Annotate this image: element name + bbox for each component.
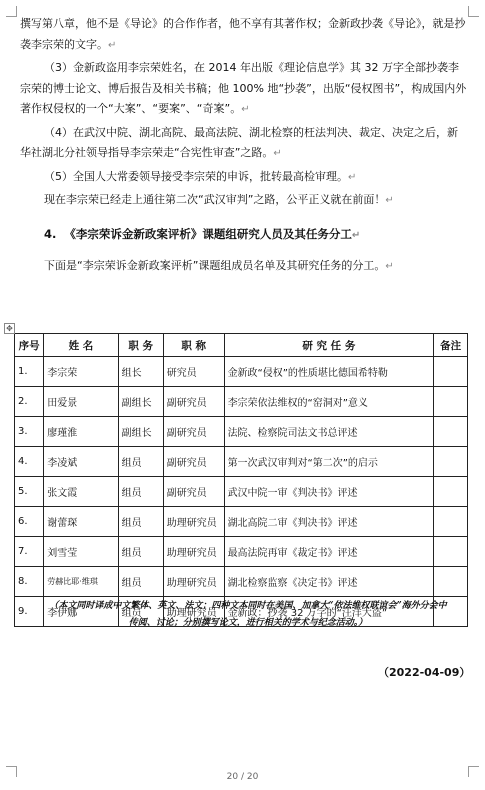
- cell-title: 助理研究员: [163, 567, 224, 597]
- table-header-row: [15, 334, 468, 357]
- document-date: （2022-04-09）: [378, 666, 471, 679]
- cell-note: [434, 507, 468, 537]
- cell-no: 1.: [15, 357, 44, 387]
- table-row: [15, 417, 468, 447]
- cell-role: 副组长: [118, 417, 163, 447]
- cell-no: 6.: [15, 507, 44, 537]
- header-task: 研 究 任 务: [224, 334, 434, 357]
- header-no: 序号: [15, 334, 44, 357]
- cell-title: 副研究员: [163, 477, 224, 507]
- cell-name: 刘雪莹: [44, 537, 118, 567]
- cell-task: 湖北检察监察《决定书》评述: [224, 567, 434, 597]
- cell-name: 李宗荣: [44, 357, 118, 387]
- cell-task: 李宗荣依法维权的“窑洞对”意义: [224, 387, 434, 417]
- header-note: 备注: [434, 334, 468, 357]
- cell-name: 李凌斌: [44, 447, 118, 477]
- cell-task: 金新政：抄袭 32 万字的“汪洋大盗”: [224, 597, 434, 627]
- cell-note: [434, 567, 468, 597]
- cell-name: 谢蕾琛: [44, 507, 118, 537]
- table-row: [15, 357, 468, 387]
- cell-role: 副组长: [118, 387, 163, 417]
- cell-role: 组长: [118, 357, 163, 387]
- cell-title: 副研究员: [163, 417, 224, 447]
- cell-title: 研究员: [163, 357, 224, 387]
- cell-note: [434, 357, 468, 387]
- cell-no: 3.: [15, 417, 44, 447]
- cell-task: 最高法院再审《裁定书》评述: [224, 537, 434, 567]
- cell-note: [434, 537, 468, 567]
- crop-mark-top-left: [6, 6, 17, 17]
- cell-no: 4.: [15, 447, 44, 477]
- cell-task: 法院、检察院司法文书总评述: [224, 417, 434, 447]
- cell-name: 劳赫比耶·维琪: [44, 567, 118, 597]
- paragraph-4: （5）全国人大常委领导接受李宗荣的申诉，批转最高检审理。↵: [44, 169, 357, 183]
- cell-title: 助理研究员: [163, 537, 224, 567]
- cell-task: 金新政“侵权”的性质堪比德国希特勒: [224, 357, 434, 387]
- table-row: [15, 447, 468, 477]
- cell-role: 组员: [118, 477, 163, 507]
- cell-note: [434, 387, 468, 417]
- header-title: 职 称: [163, 334, 224, 357]
- table-move-handle-icon[interactable]: ✥: [4, 323, 15, 334]
- table-intro: 下面是“李宗荣诉金新政案评析”课题组成员名单及其研究任务的分工。↵: [44, 258, 394, 272]
- cell-name: 张文霞: [44, 477, 118, 507]
- table-row: [15, 477, 468, 507]
- cell-role: 组员: [118, 507, 163, 537]
- cell-task: 武汉中院一审《判决书》评述: [224, 477, 434, 507]
- paragraph-3: （4）在武汉中院、湖北高院、最高法院、湖北检察的枉法判决、裁定、决定之后，新华社湖北分社领导指导李宗荣走“合宪性审查”之路。↵: [20, 125, 458, 159]
- page-number: 20 / 20: [226, 772, 259, 782]
- cell-name: 廖瑾淮: [44, 417, 118, 447]
- cell-note: [434, 417, 468, 447]
- cell-role: 组员: [118, 537, 163, 567]
- cell-title: 副研究员: [163, 387, 224, 417]
- header-role: 职 务: [118, 334, 163, 357]
- team-table-wrapper: [6, 324, 472, 627]
- cell-task: 第一次武汉审判对“第二次”的启示: [224, 447, 434, 477]
- cell-role: 组员: [118, 447, 163, 477]
- cell-note: [434, 447, 468, 477]
- table-row: [15, 567, 468, 597]
- cell-no: 9.: [15, 597, 44, 627]
- source-note: （本文同时译成中文繁体、英文、法文；四种文本同时在美国、加拿大“依法维权联谊会”海外分会中传阅、讨论；分别撰写论文，进行相关的学术与纪念活动。）: [49, 601, 447, 628]
- crop-mark-top-right: [468, 6, 479, 17]
- cell-no: 8.: [15, 567, 44, 597]
- cell-title: 助理研究员: [163, 507, 224, 537]
- cell-role: 组员: [118, 567, 163, 597]
- cell-note: [434, 477, 468, 507]
- cell-title: 助理研究员: [163, 597, 224, 627]
- table-row: [15, 507, 468, 537]
- paragraph-5: 现在李宗荣已经走上通往第二次“武汉审判”之路，公平正义就在前面！↵: [44, 193, 394, 206]
- section-number: 4.: [44, 226, 57, 241]
- cell-name: 田爱景: [44, 387, 118, 417]
- table-row: [15, 387, 468, 417]
- cell-no: 7.: [15, 537, 44, 567]
- cell-role: 组员: [118, 597, 163, 627]
- cell-no: 2.: [15, 387, 44, 417]
- section-heading: 4. 《李宗荣诉金新政案评析》课题组研究人员及其任务分工↵: [44, 226, 361, 241]
- paragraph-2: （3）金新政盗用李宗荣姓名，在 2014 年出版《理论信息学》其 32 万字全部抄袭李宗荣的博士论文、博后报告及相关书稿；他 100% 地“抄袭”，出版“侵权图书”，构成国内外著作权侵权的一个“大案”、“要案”、“奇案”。↵: [20, 61, 467, 115]
- section-title: 《李宗荣诉金新政案评析》课题组研究人员及其任务分工: [64, 226, 352, 241]
- header-name: 姓 名: [44, 334, 118, 357]
- document-page: [20, 14, 468, 279]
- table-row: [15, 537, 468, 567]
- team-table: [14, 333, 468, 627]
- paragraph-1: 撰写第八章，他不是《导论》的合作作者，他不享有其著作权；金新政抄袭《导论》，就是抄袭李宗荣的文字。↵: [20, 17, 466, 51]
- cell-task: 湖北高院二审《判决书》评述: [224, 507, 434, 537]
- cell-no: 5.: [15, 477, 44, 507]
- cell-name: 李伊娜: [44, 597, 118, 627]
- cell-title: 副研究员: [163, 447, 224, 477]
